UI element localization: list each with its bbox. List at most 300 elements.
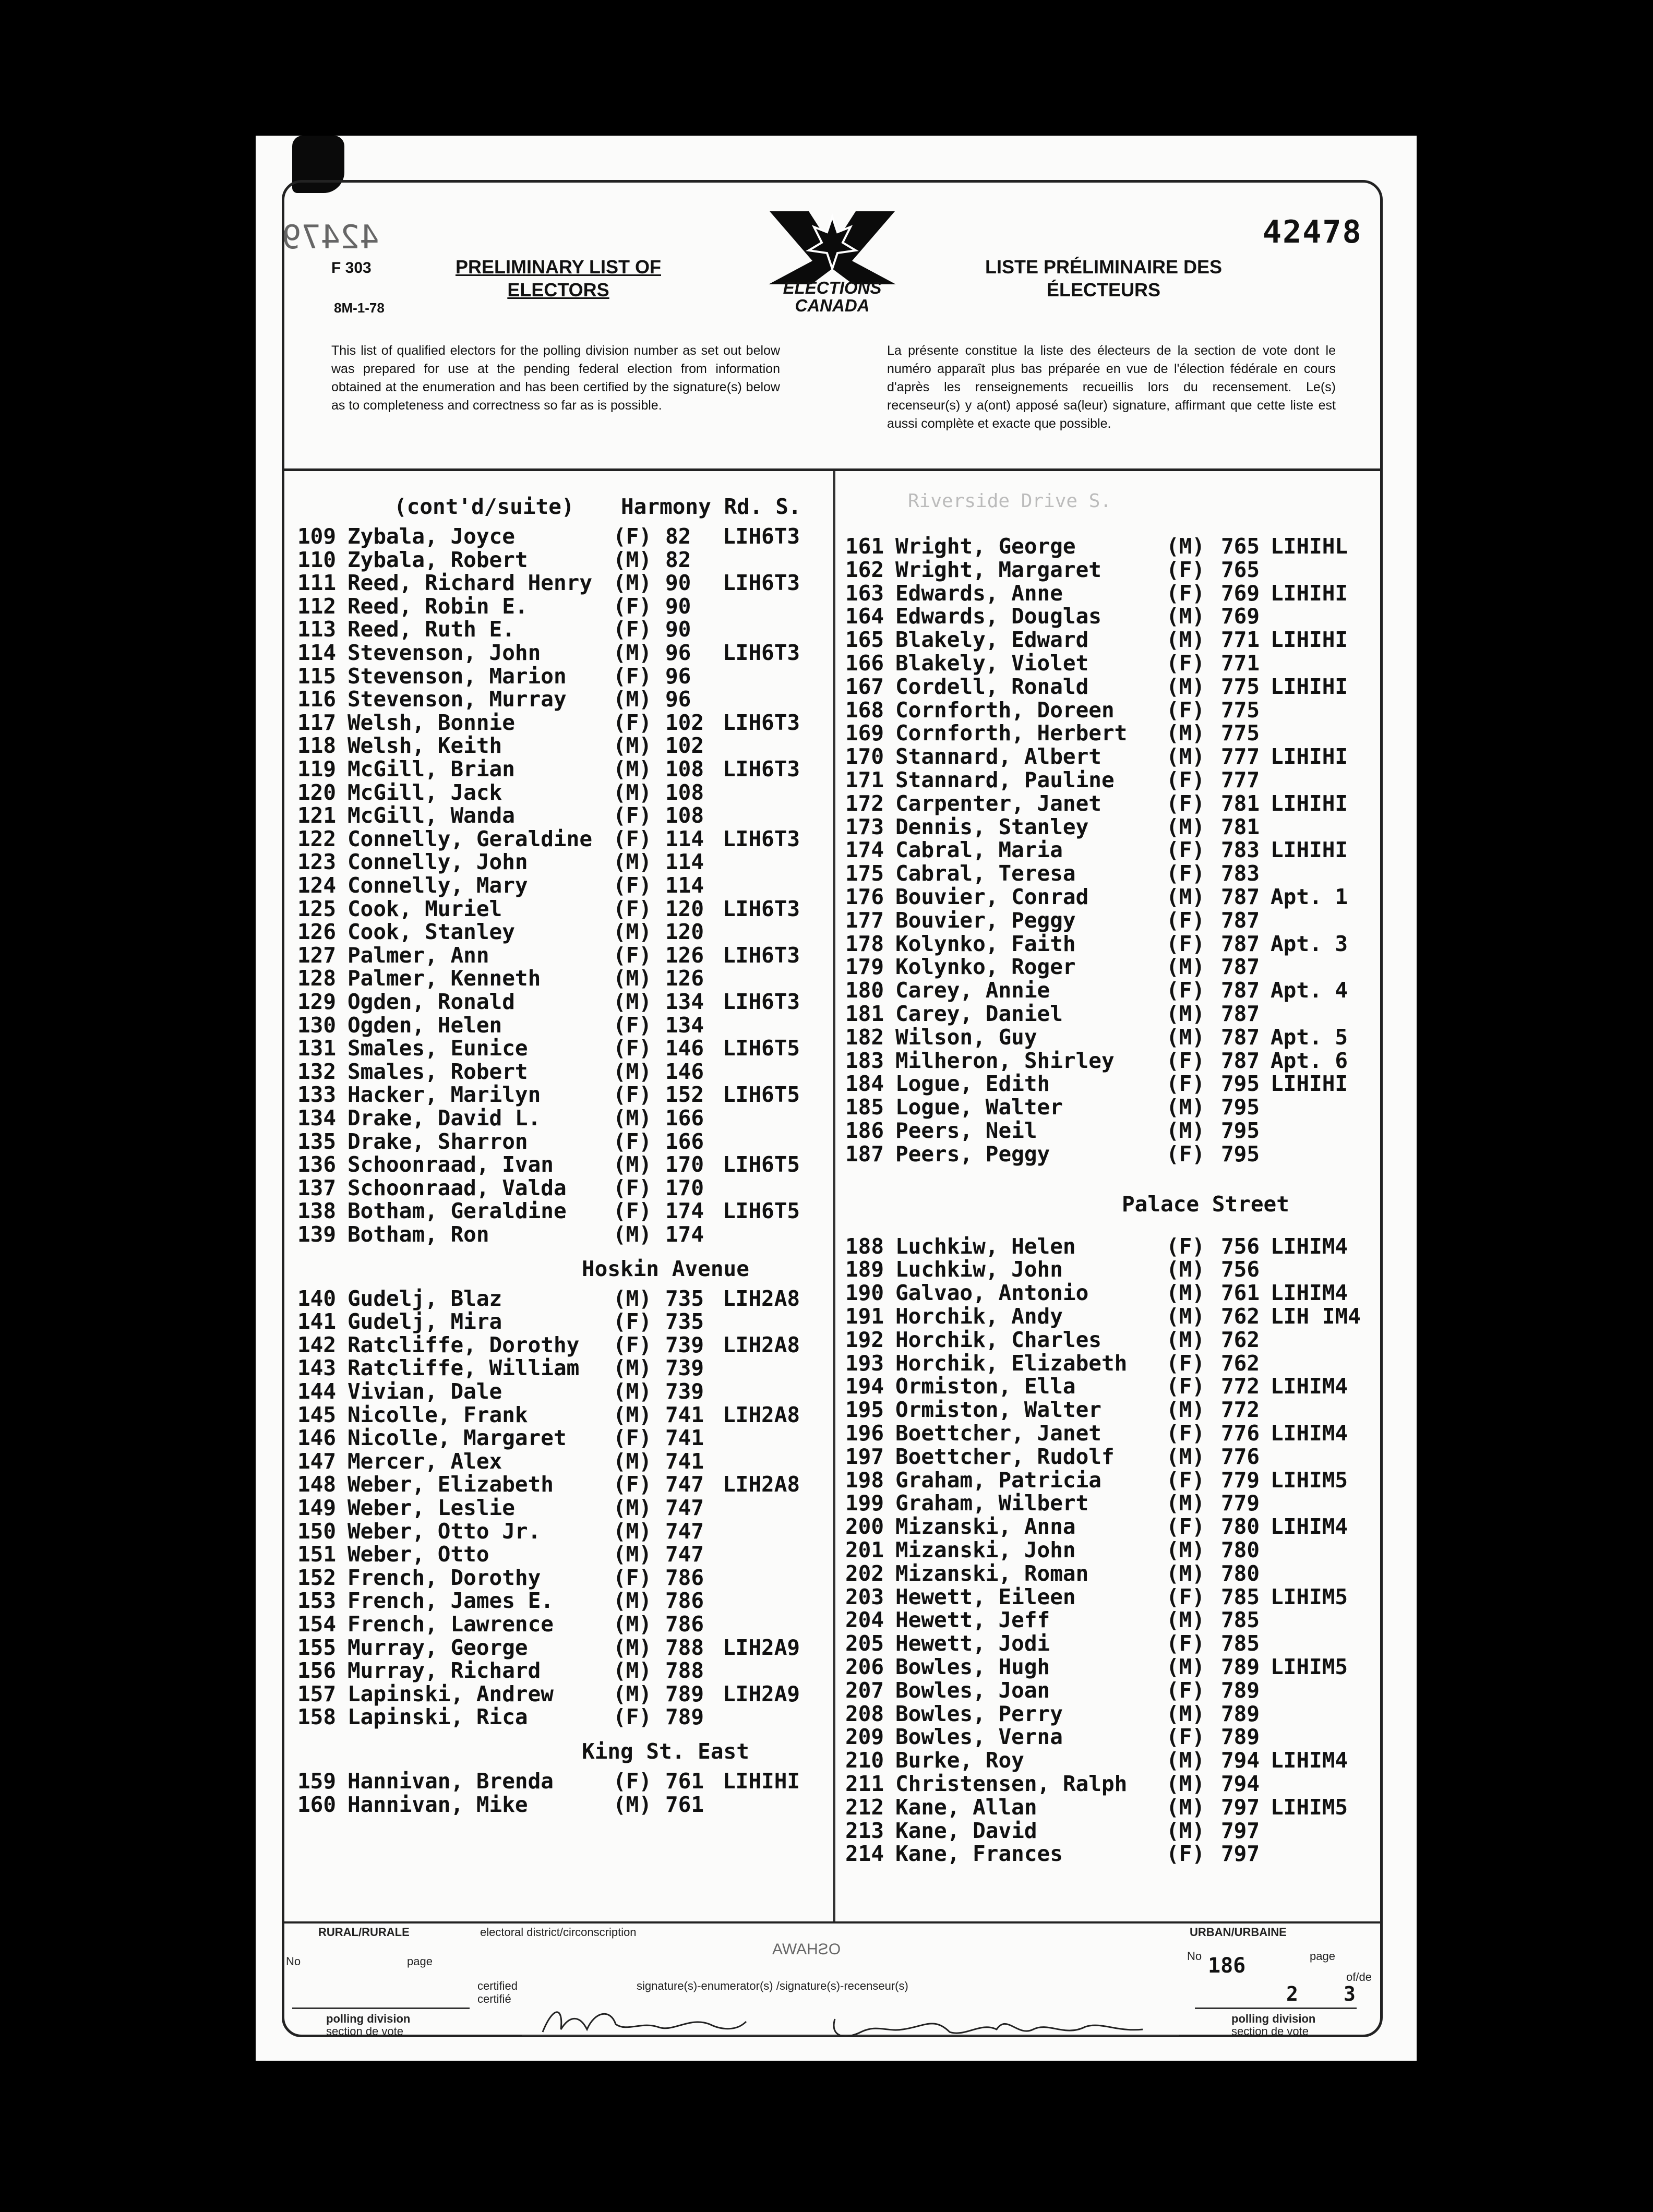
elector-sex: (F) <box>1166 1233 1205 1259</box>
elector-no: 795 <box>1221 1141 1260 1167</box>
elector-sex: (F) <box>1166 1677 1205 1703</box>
elector-number: 110 <box>297 547 337 572</box>
elector-row <box>297 1636 830 1660</box>
elector-row <box>845 1234 1377 1258</box>
elector-code: LIHIM4 <box>1271 1280 1348 1306</box>
elector-no: 772 <box>1221 1397 1260 1423</box>
elector-name: Hewett, Eileen <box>895 1584 1076 1609</box>
elector-number: 204 <box>845 1607 884 1633</box>
elector-sex: (M) <box>1166 1257 1205 1282</box>
elector-number: 137 <box>297 1175 337 1200</box>
elector-name: Botham, Geraldine <box>348 1198 567 1224</box>
elector-name: Bowles, Joan <box>895 1677 1050 1703</box>
elector-name: Horchik, Charles <box>895 1327 1101 1352</box>
elector-sex: (M) <box>613 1792 652 1817</box>
elector-no: 787 <box>1221 931 1260 956</box>
elector-no: 762 <box>1221 1350 1260 1376</box>
elector-name: Reed, Ruth E. <box>348 617 515 642</box>
elector-sex: (M) <box>1166 1397 1205 1423</box>
column-divider <box>833 471 835 1921</box>
title-en-line2: ELECTORS <box>507 279 609 300</box>
elector-row <box>297 594 830 618</box>
elector-row <box>845 1351 1377 1375</box>
elector-name: Botham, Ron <box>348 1222 489 1247</box>
elector-name: Lapinski, Rica <box>348 1704 528 1730</box>
elector-number: 180 <box>845 978 884 1003</box>
elector-no: 741 <box>665 1425 704 1451</box>
elector-name: Weber, Elizabeth <box>348 1472 554 1497</box>
elector-name: Cornforth, Doreen <box>895 697 1115 723</box>
elector-no: 761 <box>665 1792 704 1817</box>
elector-no: 761 <box>1221 1280 1260 1306</box>
elector-no: 762 <box>1221 1304 1260 1329</box>
elector-no: 794 <box>1221 1771 1260 1796</box>
elector-number: 135 <box>297 1128 337 1154</box>
elector-sex: (M) <box>613 640 652 665</box>
elector-number: 168 <box>845 697 884 723</box>
elector-code: LIH6T5 <box>723 1198 800 1224</box>
elector-sex: (F) <box>613 617 652 642</box>
form-number: 42478 <box>1263 214 1362 250</box>
elector-row <box>845 1725 1377 1749</box>
elector-code: LIHIHI <box>1271 627 1348 653</box>
elector-number: 156 <box>297 1658 337 1684</box>
elector-number: 187 <box>845 1141 884 1167</box>
elector-number: 150 <box>297 1518 337 1544</box>
elector-sex: (M) <box>1166 1327 1205 1352</box>
elector-row <box>297 1309 830 1333</box>
elector-row <box>297 1379 830 1403</box>
elector-code: LIHIM5 <box>1271 1467 1348 1493</box>
page-total: 3 <box>1344 1982 1356 2005</box>
elector-sex: (F) <box>1166 1841 1205 1867</box>
elector-sex: (M) <box>1166 674 1205 699</box>
elector-name: Connelly, John <box>348 849 528 875</box>
elector-no: 152 <box>665 1082 704 1108</box>
elector-sex: (M) <box>613 1059 652 1084</box>
elector-no: 170 <box>665 1152 704 1177</box>
elector-sex: (M) <box>613 756 652 782</box>
elector-sex: (F) <box>613 710 652 735</box>
elector-code: LIH6T3 <box>723 942 800 968</box>
elector-sex: (M) <box>613 1634 652 1660</box>
certifie-label: certifié <box>477 1992 511 2005</box>
elector-code: LIHIM4 <box>1271 1421 1348 1446</box>
elector-no: 739 <box>665 1332 704 1357</box>
elector-no: 166 <box>665 1128 704 1154</box>
elector-no: 741 <box>665 1402 704 1427</box>
elector-sex: (F) <box>613 873 652 898</box>
elector-code: LIHIHI <box>1271 790 1348 816</box>
elector-sex: (M) <box>1166 1794 1205 1820</box>
elector-name: Christensen, Ralph <box>895 1771 1128 1796</box>
elector-sex: (M) <box>1166 1560 1205 1586</box>
elector-no: 82 <box>665 524 691 549</box>
elector-row <box>297 873 830 897</box>
elector-row <box>297 548 830 572</box>
elector-row <box>297 1403 830 1427</box>
elector-row <box>845 651 1377 675</box>
elector-sex: (F) <box>1166 1071 1205 1097</box>
polling-division-label: polling division <box>326 2012 411 2025</box>
elector-no: 786 <box>665 1612 704 1637</box>
elector-sex: (M) <box>613 1222 652 1247</box>
elector-number: 151 <box>297 1542 337 1567</box>
elector-name: Mizanski, John <box>895 1537 1076 1562</box>
certified-label: certified <box>477 1979 518 1992</box>
elector-sex: (M) <box>1166 1607 1205 1633</box>
elector-row <box>297 571 830 595</box>
elector-number: 174 <box>845 837 884 863</box>
elector-number: 155 <box>297 1634 337 1660</box>
elector-sex: (F) <box>613 896 652 921</box>
elector-sex: (F) <box>1166 1350 1205 1376</box>
elector-name: Bowles, Perry <box>895 1701 1063 1726</box>
elector-sex: (F) <box>613 1128 652 1154</box>
enumerator-signatures <box>537 2001 1179 2050</box>
elector-no: 797 <box>1221 1841 1260 1867</box>
elector-no: 108 <box>665 803 704 828</box>
elector-row <box>297 1519 830 1543</box>
elector-row <box>297 920 830 944</box>
elector-name: Graham, Patricia <box>895 1467 1101 1493</box>
elector-code: LIHIM4 <box>1271 1233 1348 1259</box>
elector-code: LIH6T3 <box>723 524 800 549</box>
elector-sex: (F) <box>1166 907 1205 933</box>
elector-sex: (M) <box>613 1355 652 1381</box>
elector-code: LIH6T3 <box>723 640 800 665</box>
elector-name: Drake, Sharron <box>348 1128 528 1154</box>
elector-name: Edwards, Anne <box>895 580 1063 606</box>
elector-number: 214 <box>845 1841 884 1867</box>
elector-sex: (F) <box>1166 1631 1205 1656</box>
elector-name: Vivian, Dale <box>348 1379 502 1404</box>
elector-row <box>297 1658 830 1682</box>
elector-number: 121 <box>297 803 337 828</box>
elector-row <box>845 534 1377 558</box>
elector-name: Stannard, Albert <box>895 744 1101 770</box>
elector-no: 789 <box>1221 1701 1260 1726</box>
elector-number: 139 <box>297 1222 337 1247</box>
elector-no: 90 <box>665 593 691 619</box>
elector-name: Ratcliffe, William <box>348 1355 580 1381</box>
elector-sex: (F) <box>613 1082 652 1108</box>
elector-no: 747 <box>665 1518 704 1544</box>
elector-name: Kolynko, Roger <box>895 954 1076 980</box>
elector-name: Logue, Edith <box>895 1071 1050 1097</box>
elector-no: 108 <box>665 779 704 805</box>
elector-row <box>845 744 1377 768</box>
elector-number: 171 <box>845 767 884 792</box>
elector-no: 126 <box>665 966 704 991</box>
elector-code: LIHIHI <box>1271 674 1348 699</box>
elector-name: French, Lawrence <box>348 1612 554 1637</box>
elector-row <box>845 1445 1377 1469</box>
elector-name: Palmer, Ann <box>348 942 489 968</box>
urban-no-label: No <box>1187 1950 1202 1963</box>
elector-code: LIH6T5 <box>723 1152 800 1177</box>
elector-row <box>297 966 830 990</box>
elector-name: McGill, Brian <box>348 756 515 782</box>
elector-name: Palmer, Kenneth <box>348 966 541 991</box>
urban-label: URBAN/URBAINE <box>1190 1926 1287 1939</box>
elector-number: 142 <box>297 1332 337 1357</box>
elector-no: 90 <box>665 570 691 596</box>
elector-sex: (F) <box>1166 1724 1205 1750</box>
elector-row <box>845 1678 1377 1702</box>
elector-code: LIH6T3 <box>723 710 800 735</box>
logo-text <box>757 279 908 315</box>
elector-no: 780 <box>1221 1514 1260 1540</box>
elector-sex: (M) <box>1166 954 1205 980</box>
urban-polling-division-label: polling division <box>1231 2012 1316 2025</box>
elector-no: 787 <box>1221 1001 1260 1026</box>
elector-no: 747 <box>665 1542 704 1567</box>
form-date: 8M-1-78 <box>334 300 385 316</box>
elector-name: Hannivan, Brenda <box>348 1769 554 1794</box>
elector-sex: (M) <box>1166 1095 1205 1120</box>
elector-number: 153 <box>297 1588 337 1614</box>
elector-row <box>845 1468 1377 1492</box>
elector-row <box>297 1356 830 1380</box>
elector-sex: (M) <box>613 1658 652 1684</box>
elector-sex: (M) <box>613 1542 652 1567</box>
elector-sex: (F) <box>1166 767 1205 792</box>
elector-name: Nicolle, Margaret <box>348 1425 567 1451</box>
elector-row <box>845 1095 1377 1119</box>
elector-row <box>845 628 1377 652</box>
elector-no: 787 <box>1221 1048 1260 1073</box>
street-heading: Palace Street <box>1122 1191 1289 1217</box>
elector-name: Galvao, Antonio <box>895 1280 1089 1306</box>
elector-number: 196 <box>845 1421 884 1446</box>
elector-no: 776 <box>1221 1421 1260 1446</box>
elector-no: 96 <box>665 663 691 689</box>
elector-number: 206 <box>845 1654 884 1679</box>
elector-row <box>845 1819 1377 1843</box>
elector-name: Luchkiw, Helen <box>895 1233 1076 1259</box>
elector-sex: (F) <box>1166 580 1205 606</box>
elector-number: 169 <box>845 720 884 746</box>
elector-name: Stevenson, John <box>348 640 541 665</box>
mirror-stamp: 42479 <box>282 218 379 256</box>
elector-sex: (M) <box>613 919 652 945</box>
elector-no: 102 <box>665 710 704 735</box>
elector-name: Blakely, Violet <box>895 651 1089 676</box>
elector-name: McGill, Jack <box>348 779 502 805</box>
elector-name: Connelly, Geraldine <box>348 826 592 851</box>
elector-row <box>845 861 1377 885</box>
elector-code: LIHIHI <box>1271 744 1348 770</box>
elector-row <box>297 1705 830 1729</box>
elector-number: 208 <box>845 1701 884 1726</box>
elector-row <box>297 664 830 688</box>
elector-no: 781 <box>1221 790 1260 816</box>
elector-row <box>297 711 830 735</box>
title-fr-line2: ÉLECTEURS <box>1046 279 1161 300</box>
elector-no: 174 <box>665 1198 704 1224</box>
elector-sex: (M) <box>1166 627 1205 653</box>
elector-row <box>845 1328 1377 1352</box>
elector-sex: (M) <box>1166 1280 1205 1306</box>
elector-sex: (M) <box>613 1285 652 1311</box>
elector-no: 102 <box>665 733 704 759</box>
elector-name: Boettcher, Rudolf <box>895 1444 1115 1469</box>
elector-row <box>845 1772 1377 1796</box>
elector-name: Logue, Walter <box>895 1095 1063 1120</box>
elector-name: Milheron, Shirley <box>895 1048 1115 1073</box>
elector-sex: (M) <box>613 1588 652 1614</box>
elector-row <box>845 978 1377 1002</box>
elector-sex: (M) <box>1166 1537 1205 1562</box>
signature-label: signature(s)-enumerator(s) /signature(s)-recenseur(s) <box>637 1979 908 1992</box>
elector-name: French, Dorothy <box>348 1565 541 1590</box>
elector-code: LIH6T3 <box>723 756 800 782</box>
elector-row <box>845 698 1377 722</box>
elector-row <box>297 780 830 804</box>
elector-no: 779 <box>1221 1490 1260 1516</box>
elector-no: 747 <box>665 1472 704 1497</box>
elector-sex: (M) <box>613 1379 652 1404</box>
elector-row <box>297 1106 830 1130</box>
elector-name: Stevenson, Murray <box>348 687 567 712</box>
elector-name: Stannard, Pauline <box>895 767 1115 792</box>
elector-row <box>297 1793 830 1817</box>
elector-number: 172 <box>845 790 884 816</box>
elector-name: Cook, Stanley <box>348 919 515 945</box>
elector-row <box>845 581 1377 605</box>
elector-sex: (M) <box>1166 534 1205 559</box>
elector-row <box>297 897 830 921</box>
elector-row <box>845 1538 1377 1562</box>
elector-no: 785 <box>1221 1607 1260 1633</box>
elector-name: Murray, George <box>348 1634 528 1660</box>
elector-number: 194 <box>845 1374 884 1399</box>
elector-no: 781 <box>1221 814 1260 839</box>
elector-sex: (M) <box>1166 1818 1205 1843</box>
street-heading: King St. East <box>582 1739 749 1764</box>
elector-name: Wilson, Guy <box>895 1024 1037 1050</box>
elector-row <box>845 1398 1377 1422</box>
elector-no: 785 <box>1221 1584 1260 1609</box>
elector-code: Apt. 3 <box>1271 931 1348 956</box>
elector-number: 212 <box>845 1794 884 1820</box>
elector-no: 90 <box>665 617 691 642</box>
elector-code: LIHIM5 <box>1271 1794 1348 1820</box>
elector-sex: (F) <box>613 826 652 851</box>
elector-sex: (F) <box>613 942 652 968</box>
elector-code: LIHIM5 <box>1271 1584 1348 1609</box>
elector-number: 115 <box>297 663 337 689</box>
elector-sex: (F) <box>1166 557 1205 582</box>
elector-number: 205 <box>845 1631 884 1656</box>
elector-row <box>845 1748 1377 1772</box>
elector-number: 157 <box>297 1681 337 1706</box>
elector-row <box>297 1542 830 1566</box>
elector-name: Murray, Richard <box>348 1658 541 1684</box>
elector-number: 178 <box>845 931 884 956</box>
elector-name: Blakely, Edward <box>895 627 1089 653</box>
logo-text-line1: ELECTIONS <box>783 278 882 297</box>
elector-name: Zybala, Robert <box>348 547 528 572</box>
elector-row <box>845 1281 1377 1305</box>
elector-no: 775 <box>1221 697 1260 723</box>
elector-code: Apt. 5 <box>1271 1024 1348 1050</box>
elector-name: Cornforth, Herbert <box>895 720 1128 746</box>
elector-number: 199 <box>845 1490 884 1516</box>
elector-name: Reed, Robin E. <box>348 593 528 619</box>
elector-no: 771 <box>1221 627 1260 653</box>
elector-row <box>845 1002 1377 1026</box>
elector-sex: (F) <box>1166 1141 1205 1167</box>
elector-sex: (M) <box>1166 1771 1205 1796</box>
elector-code: LIH2A9 <box>723 1681 800 1706</box>
elector-number: 175 <box>845 861 884 886</box>
elector-name: Peers, Peggy <box>895 1141 1050 1167</box>
elector-name: Zybala, Joyce <box>348 524 515 549</box>
elector-name: Nicolle, Frank <box>348 1402 528 1427</box>
elector-sex: (F) <box>613 1704 652 1730</box>
elector-number: 136 <box>297 1152 337 1177</box>
elector-name: Edwards, Douglas <box>895 604 1101 629</box>
elector-no: 789 <box>1221 1654 1260 1679</box>
elector-sex: (F) <box>1166 1421 1205 1446</box>
elector-code: LIHIM4 <box>1271 1514 1348 1540</box>
elector-no: 765 <box>1221 557 1260 582</box>
elector-name: Kane, Allan <box>895 1794 1037 1820</box>
elector-number: 164 <box>845 604 884 629</box>
elector-number: 197 <box>845 1444 884 1469</box>
elector-row <box>297 990 830 1014</box>
elector-name: Lapinski, Andrew <box>348 1681 554 1706</box>
elector-no: 170 <box>665 1175 704 1200</box>
elector-no: 786 <box>665 1565 704 1590</box>
elector-number: 184 <box>845 1071 884 1097</box>
elector-no: 765 <box>1221 534 1260 559</box>
elector-name: Connelly, Mary <box>348 873 528 898</box>
elector-name: Horchik, Elizabeth <box>895 1350 1128 1376</box>
elector-sex: (M) <box>613 849 652 875</box>
elector-name: Gudelj, Mira <box>348 1309 502 1335</box>
elector-name: Reed, Richard Henry <box>348 570 592 596</box>
page-number: 2 <box>1286 1982 1298 2005</box>
elector-name: Ratcliffe, Dorothy <box>348 1332 580 1357</box>
elector-number: 117 <box>297 710 337 735</box>
elector-row <box>297 1566 830 1590</box>
elector-number: 159 <box>297 1769 337 1794</box>
elector-number: 170 <box>845 744 884 770</box>
elector-sex: (F) <box>613 1425 652 1451</box>
elector-row <box>845 1795 1377 1819</box>
elector-sex: (F) <box>613 524 652 549</box>
elector-row <box>297 1449 830 1473</box>
elector-name: Schoonraad, Ivan <box>348 1152 554 1177</box>
elector-row <box>297 1199 830 1223</box>
elector-number: 114 <box>297 640 337 665</box>
elector-row <box>845 768 1377 792</box>
elector-number: 198 <box>845 1467 884 1493</box>
elector-name: Luchkiw, John <box>895 1257 1063 1282</box>
elector-name: McGill, Wanda <box>348 803 515 828</box>
elector-number: 160 <box>297 1792 337 1817</box>
elector-sex: (M) <box>1166 1304 1205 1329</box>
elector-row <box>845 1421 1377 1445</box>
elector-name: Mizanski, Roman <box>895 1560 1089 1586</box>
elector-no: 739 <box>665 1379 704 1404</box>
elector-no: 779 <box>1221 1467 1260 1493</box>
ghost-street-text: Riverside Drive S. <box>908 490 1112 512</box>
rural-polling-line <box>292 2007 470 2009</box>
